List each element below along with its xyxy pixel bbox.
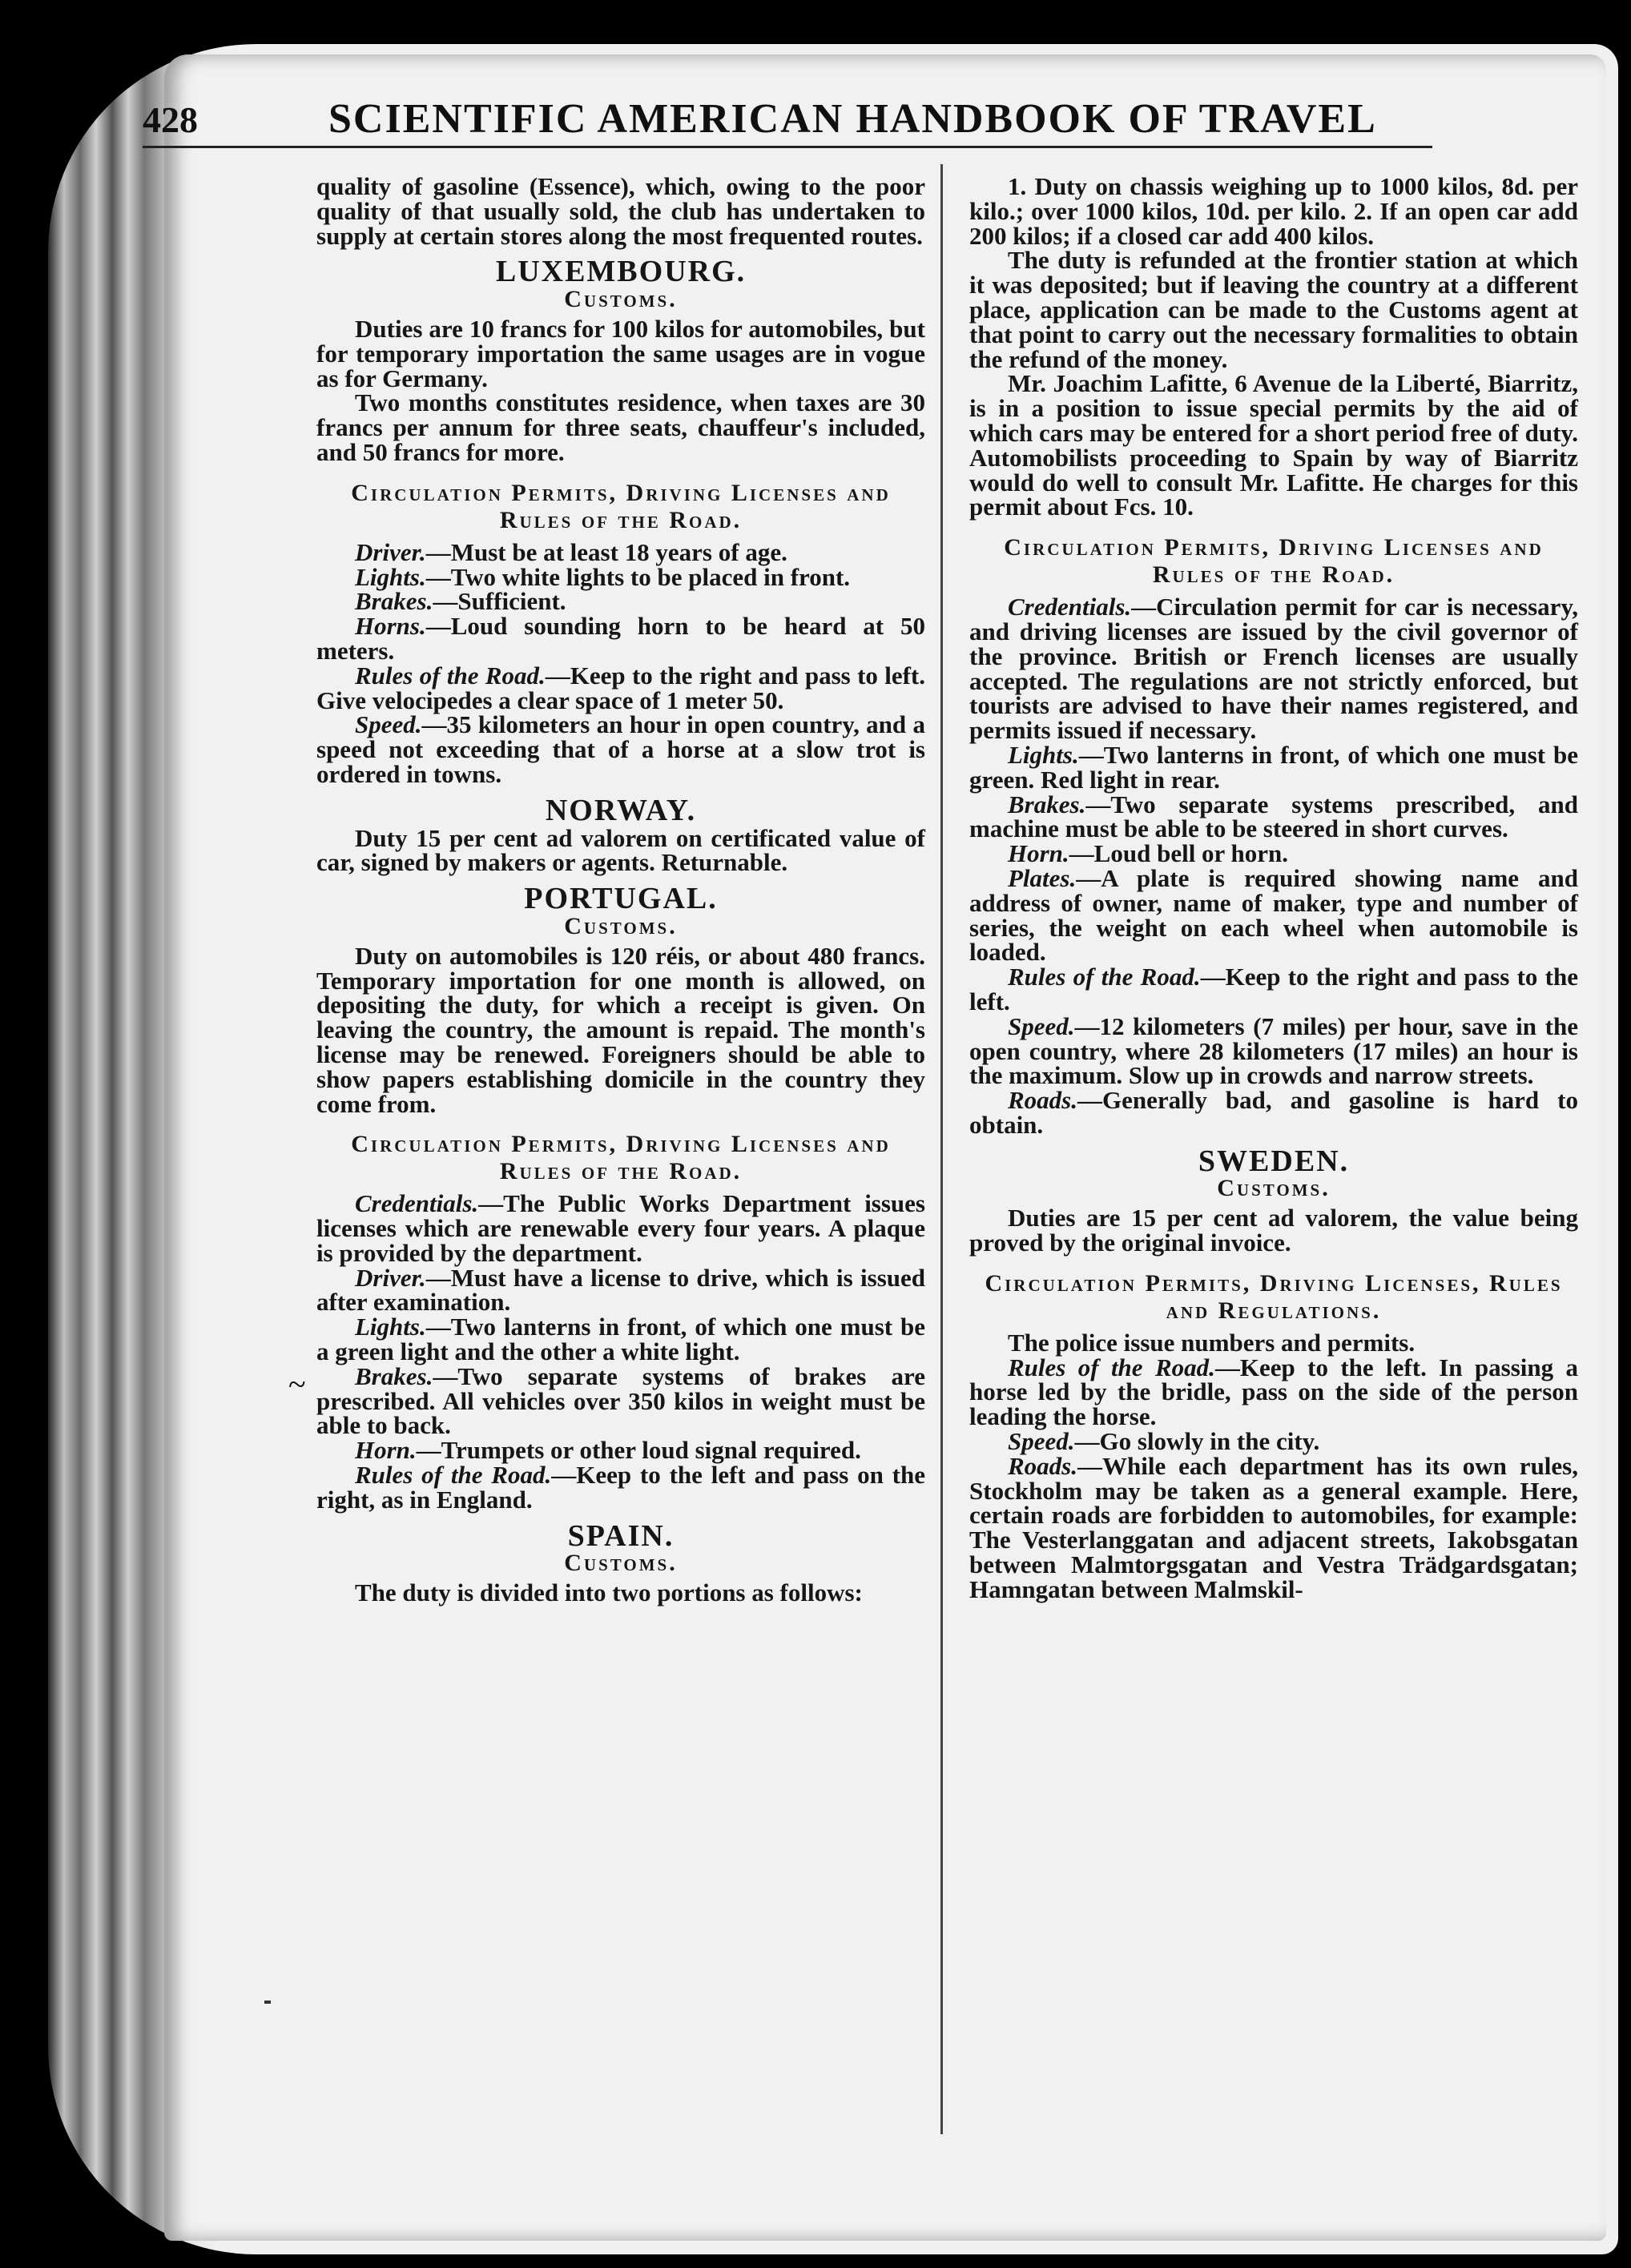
paragraph-text: Duties are 15 per cent ad valorem, the value being proved by the original invoice.	[969, 1204, 1578, 1257]
paragraph-lead-term: Rules of the Road.	[355, 661, 546, 690]
paragraph-text: The duty is divided into two portions as follows:	[355, 1578, 863, 1607]
right-paragraph	[969, 863, 1578, 967]
paragraph-lead-term: Roads.	[1008, 1451, 1077, 1480]
section-heading: NORWAY.	[545, 793, 697, 827]
left-paragraph	[316, 1578, 925, 1607]
paragraph-lead-term: Horn.	[355, 1436, 417, 1465]
paragraph-lead-term: Lights.	[355, 562, 426, 591]
right-paragraph	[969, 1206, 1578, 1256]
subsection-heading: Customs.	[564, 1550, 678, 1577]
left-paragraph	[316, 172, 925, 250]
rules-heading: Circulation Permits, Driving Licenses and Rules of the Road.	[1004, 534, 1544, 589]
rules-heading: Circulation Permits, Driving Licenses and Rules of the Road.	[351, 1131, 891, 1185]
paragraph-lead-term: Roads.	[1008, 1086, 1077, 1115]
left-paragraph	[316, 661, 925, 714]
paragraph-text: —Keep to the right and pass to left. Give velocipedes a clear space of 1 meter 50.	[316, 661, 925, 714]
paragraph-text: —Circulation permit for car is necessary, and driving licenses are issued by the civil governor of the province. British or French licenses are usually accepted. The regulations are not strictly enforced, but tourists are advised to have their names registered, and permits issued if necessary.	[969, 593, 1578, 745]
left-paragraph	[316, 1361, 925, 1440]
paragraph-lead-term: Brakes.	[355, 1361, 433, 1390]
header-rule	[143, 146, 1432, 148]
paragraph-text: —The Public Works Department issues licenses which are renewable every four years. A plaque is provided by the department.	[316, 1189, 925, 1267]
paragraph-text: quality of gasoline (Essence), which, owing to the poor quality of that usually sold, the club has undertaken to supply at certain stores along the most frequented routes.	[316, 172, 925, 250]
paragraph-lead-term: Horns.	[355, 612, 426, 641]
left-paragraph	[316, 1463, 925, 1513]
left-paragraph	[316, 1263, 925, 1317]
paragraph-lead-term: Brakes.	[355, 587, 433, 616]
right-paragraph	[969, 1451, 1578, 1603]
paragraph-text: —Two separate systems prescribed, and machine must be able to be steered in short curves.	[969, 790, 1578, 843]
paragraph-lead-term: Horn.	[1008, 839, 1069, 868]
paragraph-lead-term: Credentials.	[355, 1189, 479, 1218]
left-paragraph	[316, 1189, 925, 1267]
right-paragraph	[969, 965, 1578, 1015]
paragraph-text: —Loud sounding horn to be heard at 50 meters.	[316, 612, 925, 665]
paragraph-text: —Loud bell or horn.	[1069, 839, 1288, 868]
paragraph-lead-term: Rules of the Road.	[1008, 1353, 1215, 1381]
left-paragraph	[316, 314, 925, 392]
paragraph-text: The duty is refunded at the frontier station at which it was deposited; but if leaving the country at a different place, application can be made to the Customs agent at that point to carry out the necessary formalities to obtain the refund of the money.	[969, 246, 1578, 373]
paragraph-text: —Two white lights to be placed in front.	[425, 562, 851, 591]
paragraph-text: —Keep to the left. In passing a horse led by the bridle, pass on the side of the person leading the horse.	[969, 1353, 1578, 1431]
paragraph-text: —35 kilometers an hour in open country, and a speed not exceeding that of a horse at a slow trot is ordered in towns.	[316, 710, 925, 788]
paragraph-text: —Generally bad, and gasoline is hard to obtain.	[969, 1086, 1578, 1139]
left-paragraph	[316, 1315, 925, 1365]
paragraph-text: —Sufficient.	[433, 587, 566, 616]
right-paragraph	[969, 1427, 1578, 1456]
section-heading: SWEDEN.	[1198, 1144, 1350, 1178]
paragraph-text: Duties are 10 francs for 100 kilos for automobiles, but for temporary importation the same usages are in vogue as for Germany.	[316, 314, 925, 392]
subsection-heading: Customs.	[564, 286, 678, 313]
paragraph-text: —Go slowly in the city.	[1074, 1427, 1320, 1456]
paragraph-text: —Trumpets or other loud signal required.	[416, 1436, 861, 1465]
left-paragraph	[316, 1438, 925, 1463]
paragraph-lead-term: Rules of the Road.	[1008, 963, 1201, 991]
section-heading: PORTUGAL.	[524, 882, 718, 916]
section-heading: LUXEMBOURG.	[495, 255, 747, 289]
paragraph-lead-term: Plates.	[1008, 863, 1077, 892]
paragraph-text: —Two lanterns in front, of which one must be green. Red light in rear.	[969, 740, 1578, 794]
right-paragraph	[969, 1011, 1578, 1090]
paragraph-lead-term: Driver.	[355, 1263, 426, 1292]
paragraph-text: The police issue numbers and permits.	[1008, 1328, 1416, 1357]
paragraph-text: —While each department has its own rules, Stockholm may be taken as a general example. Here, certain roads are forbidden to automobiles, for example: The Vesterlanggatan and adjacent streets, Iakobsgatan between Malmtorgsgatan and Vestra Trädgardsgatan; Hamngatan between Malmskil-	[969, 1451, 1578, 1603]
right-paragraph	[969, 1353, 1578, 1431]
section-heading: SPAIN.	[567, 1518, 675, 1553]
right-paragraph	[969, 595, 1578, 743]
paragraph-text: —Must have a license to drive, which is issued after examination.	[316, 1263, 925, 1317]
paragraph-text: Mr. Joachim Lafitte, 6 Avenue de la Liberté, Biarritz, is in a position to issue special permits by the aid of which cars may be entered for a short period free of duty. Automobilists proceeding to Spain by way of Biarritz would do well to consult Mr. Lafitte. He charges for this permit about Fcs. 10.	[969, 369, 1578, 521]
left-paragraph	[316, 562, 925, 591]
paragraph-lead-term: Credentials.	[1008, 593, 1132, 621]
left-paragraph	[316, 614, 925, 664]
right-paragraph	[969, 790, 1578, 843]
paragraph-lead-term: Brakes.	[1008, 790, 1086, 818]
paragraph-text: —Keep to the right and pass to the left.	[969, 963, 1579, 1015]
paragraph-text: —Two separate systems of brakes are prescribed. All vehicles over 350 kilos in weight must be able to back.	[316, 1361, 925, 1440]
paragraph-text: —A plate is required showing name and address of owner, name of maker, type and number of series, the weight on each wheel when automobile is loaded.	[969, 863, 1578, 967]
right-paragraph	[969, 740, 1578, 794]
right-paragraph	[969, 839, 1578, 868]
paragraph-lead-term: Driver.	[355, 537, 426, 566]
left-paragraph	[316, 388, 925, 466]
page-header	[143, 92, 1424, 148]
right-paragraph	[969, 369, 1578, 521]
left-paragraph	[316, 941, 925, 1118]
right-paragraph	[969, 248, 1578, 372]
paragraph-lead-term: Speed.	[355, 710, 422, 739]
subsection-heading: Customs.	[564, 912, 678, 939]
margin-mark: ~	[288, 1366, 306, 1402]
right-paragraph	[969, 172, 1578, 250]
paragraph-text: —Must be at least 18 years of age.	[425, 537, 787, 566]
paragraph-lead-term: Speed.	[1008, 1011, 1075, 1040]
right-paragraph	[969, 1328, 1578, 1357]
paragraph-lead-term: Speed.	[1008, 1427, 1075, 1456]
left-paragraph	[316, 710, 925, 788]
running-title: SCIENTIFIC AMERICAN HANDBOOK OF TRAVEL	[328, 96, 1377, 142]
paragraph-lead-term: Lights.	[1008, 740, 1079, 769]
paragraph-text: —Keep to the left and pass on the right, as in England.	[316, 1461, 925, 1514]
right-column	[969, 172, 1579, 1603]
right-paragraph	[969, 1088, 1578, 1138]
column-divider	[940, 164, 943, 2134]
rules-heading: Circulation Permits, Driving Licenses and Rules of the Road.	[351, 479, 891, 533]
paragraph-text: —Two lanterns in front, of which one must be a green light and the other a white light.	[316, 1313, 925, 1366]
rules-heading: Circulation Permits, Driving Licenses, Rules and Regulations.	[985, 1269, 1563, 1324]
page-number: 428	[143, 99, 198, 140]
paragraph-text: Duty on automobiles is 120 réis, or about 480 francs. Temporary importation for one month is allowed, on depositing the duty, for which a receipt is given. On leaving the country, the amount is repaid. The month's license may be renewed. Foreigners should be able to show papers establishing domicile in the country they come from.	[316, 941, 925, 1118]
print-speck	[264, 2001, 271, 2004]
left-paragraph	[316, 537, 925, 566]
paragraph-text: Two months constitutes residence, when taxes are 30 francs per annum for three seats, chauffeur's included, and 50 francs for more.	[316, 388, 925, 466]
paragraph-lead-term: Rules of the Road.	[355, 1461, 552, 1490]
paragraph-text: —12 kilometers (7 miles) per hour, save in the open country, where 28 kilometers (17 miles) an hour is the maximum. Slow up in crowds and narrow streets.	[969, 1011, 1578, 1090]
paragraph-lead-term: Lights.	[355, 1313, 426, 1341]
paragraph-text: 1. Duty on chassis weighing up to 1000 kilos, 8d. per kilo.; over 1000 kilos, 10d. per kilo. 2. If an open car add 200 kilos; if a closed car add 400 kilos.	[969, 172, 1578, 250]
subsection-heading: Customs.	[1217, 1175, 1331, 1202]
left-column	[316, 172, 925, 1607]
left-paragraph	[316, 589, 925, 614]
left-paragraph	[316, 823, 925, 877]
paragraph-text: Duty 15 per cent ad valorem on certificated value of car, signed by makers or agents. Returnable.	[316, 823, 925, 877]
